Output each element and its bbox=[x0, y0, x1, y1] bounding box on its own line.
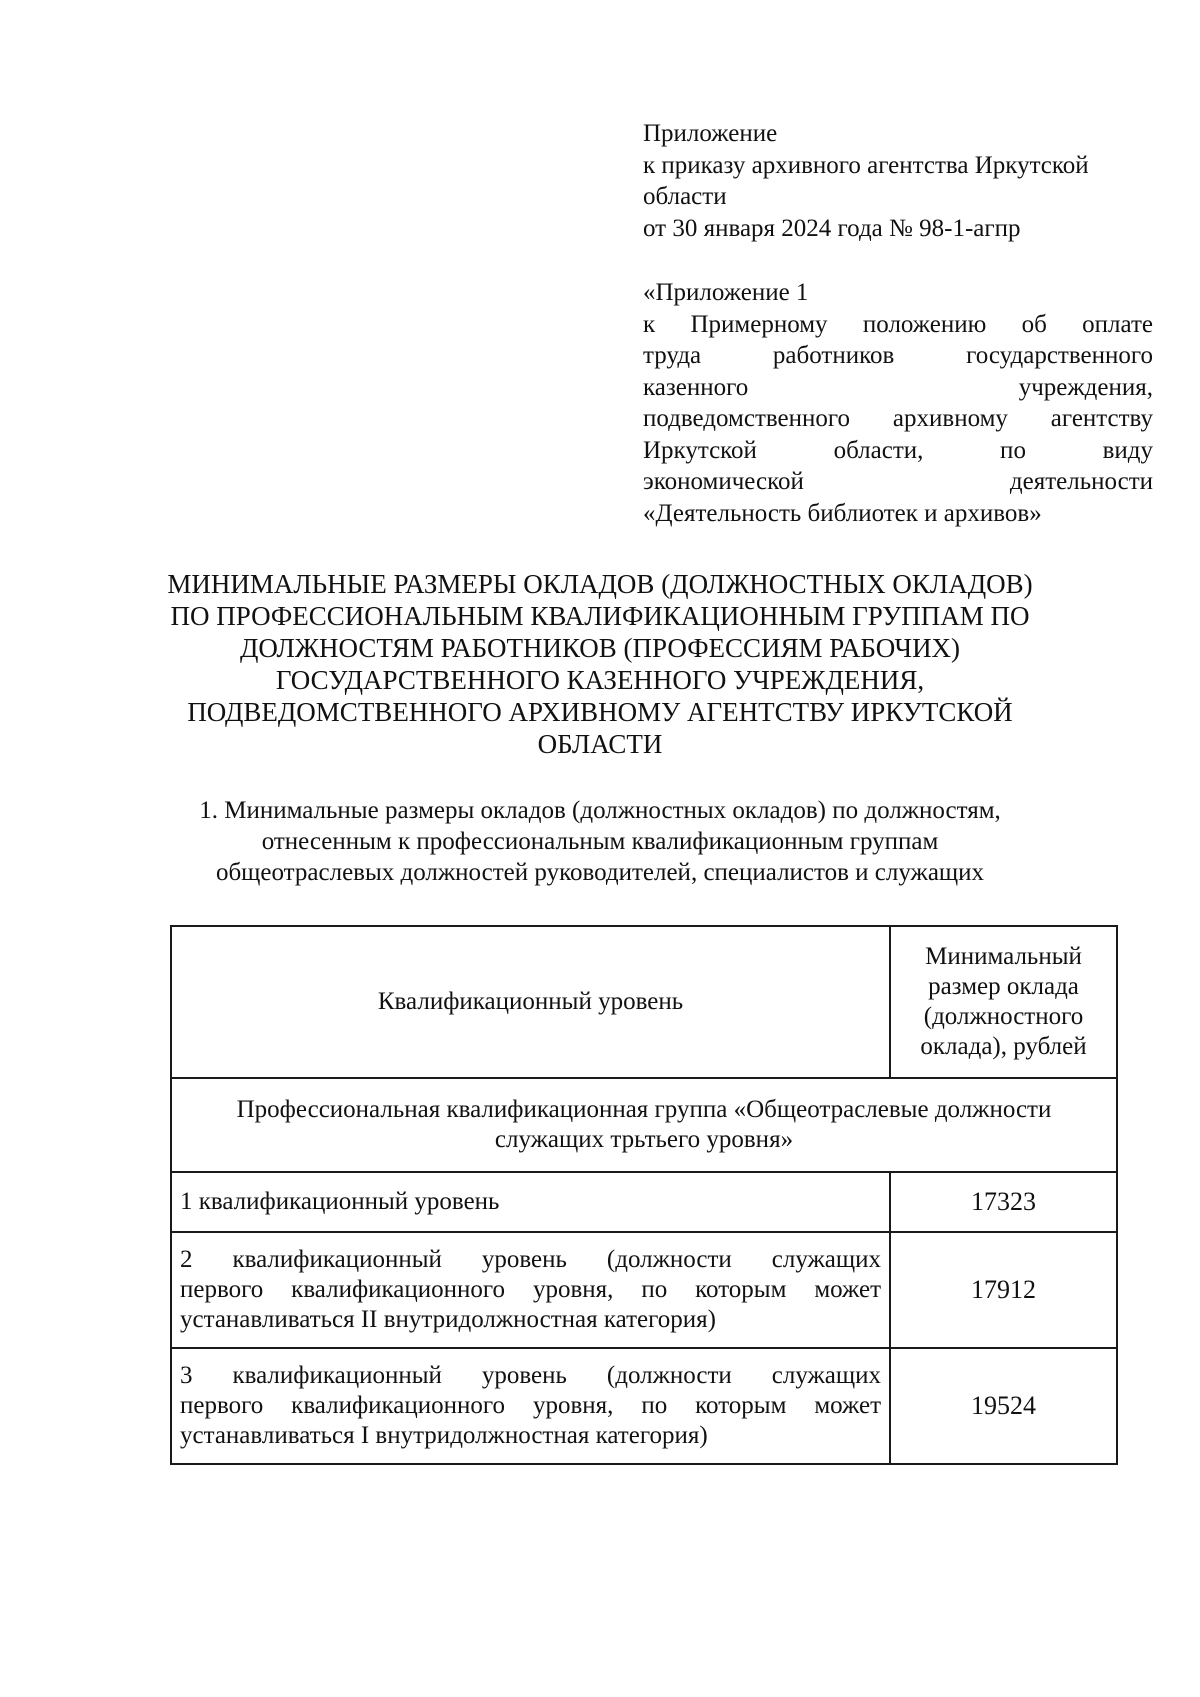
salary-cell: 17912 bbox=[890, 1232, 1117, 1348]
column-header-line: Минимальный bbox=[925, 943, 1082, 970]
attachment-sub-line: казенного учреждения, bbox=[643, 373, 1153, 401]
attachment-sub-line: «Приложение 1 bbox=[643, 279, 809, 306]
section-heading-line: отнесенным к профессиональным квалификационным группам bbox=[261, 828, 939, 855]
attachment-sub-line: к Примерному положению об оплате bbox=[643, 310, 1153, 338]
title-line: МИНИМАЛЬНЫЕ РАЗМЕРЫ ОКЛАДОВ (ДОЛЖНОСТНЫХ ОКЛАДОВ) bbox=[167, 569, 1033, 599]
title-line: ГОСУДАРСТВЕННОГО КАЗЕННОГО УЧРЕЖДЕНИЯ, bbox=[275, 665, 925, 695]
attachment-sub-header bbox=[643, 277, 1153, 529]
table-row bbox=[171, 1348, 1117, 1464]
group-row bbox=[171, 1078, 1117, 1172]
attachment-sub-line: экономической деятельности bbox=[643, 468, 1153, 495]
title-line: ДОЛЖНОСТЯМ РАБОТНИКОВ (ПРОФЕССИЯМ РАБОЧИХ) bbox=[239, 633, 961, 663]
table-header-row bbox=[171, 926, 1117, 1078]
attachment-line: области bbox=[643, 183, 727, 210]
title-line: ПО ПРОФЕССИОНАЛЬНЫМ КВАЛИФИКАЦИОННЫМ ГРУППАМ ПО bbox=[170, 601, 1030, 631]
column-header-level: Квалификационный уровень bbox=[171, 926, 890, 1078]
section-heading-line: 1. Минимальные размеры окладов (должностных окладов) по должностям, bbox=[199, 797, 1001, 824]
title-line: ПОДВЕДОМСТВЕННОГО АРХИВНОМУ АГЕНТСТВУ ИРКУТСКОЙ bbox=[187, 697, 1013, 727]
attachment-sub-line: Иркутской области, по виду bbox=[643, 436, 1153, 464]
level-cell bbox=[171, 1172, 890, 1232]
title-line: ОБЛАСТИ bbox=[537, 729, 663, 759]
attachment-sub-line: «Деятельность библиотек и архивов» bbox=[643, 499, 1042, 527]
level-line: первого квалификационного уровня, по которым может bbox=[180, 1392, 881, 1419]
level-cell bbox=[171, 1348, 890, 1464]
table-row bbox=[171, 1172, 1117, 1232]
level-line: устанавливаться I внутридолжностная категория) bbox=[180, 1422, 708, 1449]
attachment-date-number: от 30 января 2024 года № 98-1-агпр bbox=[643, 214, 1021, 242]
attachment-line: к приказу архивного агентства Иркутской bbox=[643, 151, 1089, 179]
section-heading bbox=[150, 795, 1050, 888]
attachment-sub-line: подведомственного архивному агентству bbox=[643, 405, 1153, 432]
qualification-group-cell bbox=[171, 1078, 1117, 1172]
section-heading-line: общеотраслевых должностей руководителей, специалистов и служащих bbox=[215, 859, 985, 886]
table-row bbox=[171, 1232, 1117, 1348]
level-line: устанавливаться II внутридолжностная категория) bbox=[180, 1306, 716, 1333]
attachment-sub-line: труда работников государственного bbox=[643, 342, 1153, 369]
group-line: служащих трьтьего уровня» bbox=[494, 1126, 794, 1153]
column-header-line: оклада), рублей bbox=[920, 1033, 1087, 1060]
column-header-line: размер оклада bbox=[928, 973, 1079, 1000]
column-header-salary bbox=[890, 926, 1117, 1078]
attachment-line: Приложение bbox=[643, 120, 778, 147]
group-line: Профессиональная квалификационная группа «Общеотраслевые должности bbox=[236, 1096, 1052, 1123]
salary-table bbox=[170, 925, 1118, 1465]
attachment-header bbox=[643, 118, 1153, 244]
level-cell bbox=[171, 1232, 890, 1348]
level-line: 2 квалификационный уровень (должности служащих bbox=[180, 1246, 881, 1273]
document-title bbox=[130, 568, 1070, 760]
salary-cell: 17323 bbox=[890, 1172, 1117, 1232]
level-line: первого квалификационного уровня, по которым может bbox=[180, 1276, 881, 1303]
level-line: 3 квалификационный уровень (должности служащих bbox=[180, 1362, 881, 1389]
salary-cell: 19524 bbox=[890, 1348, 1117, 1464]
level-line: 1 квалификационный уровень bbox=[180, 1188, 500, 1215]
column-header-line: (должностного bbox=[923, 1003, 1084, 1030]
